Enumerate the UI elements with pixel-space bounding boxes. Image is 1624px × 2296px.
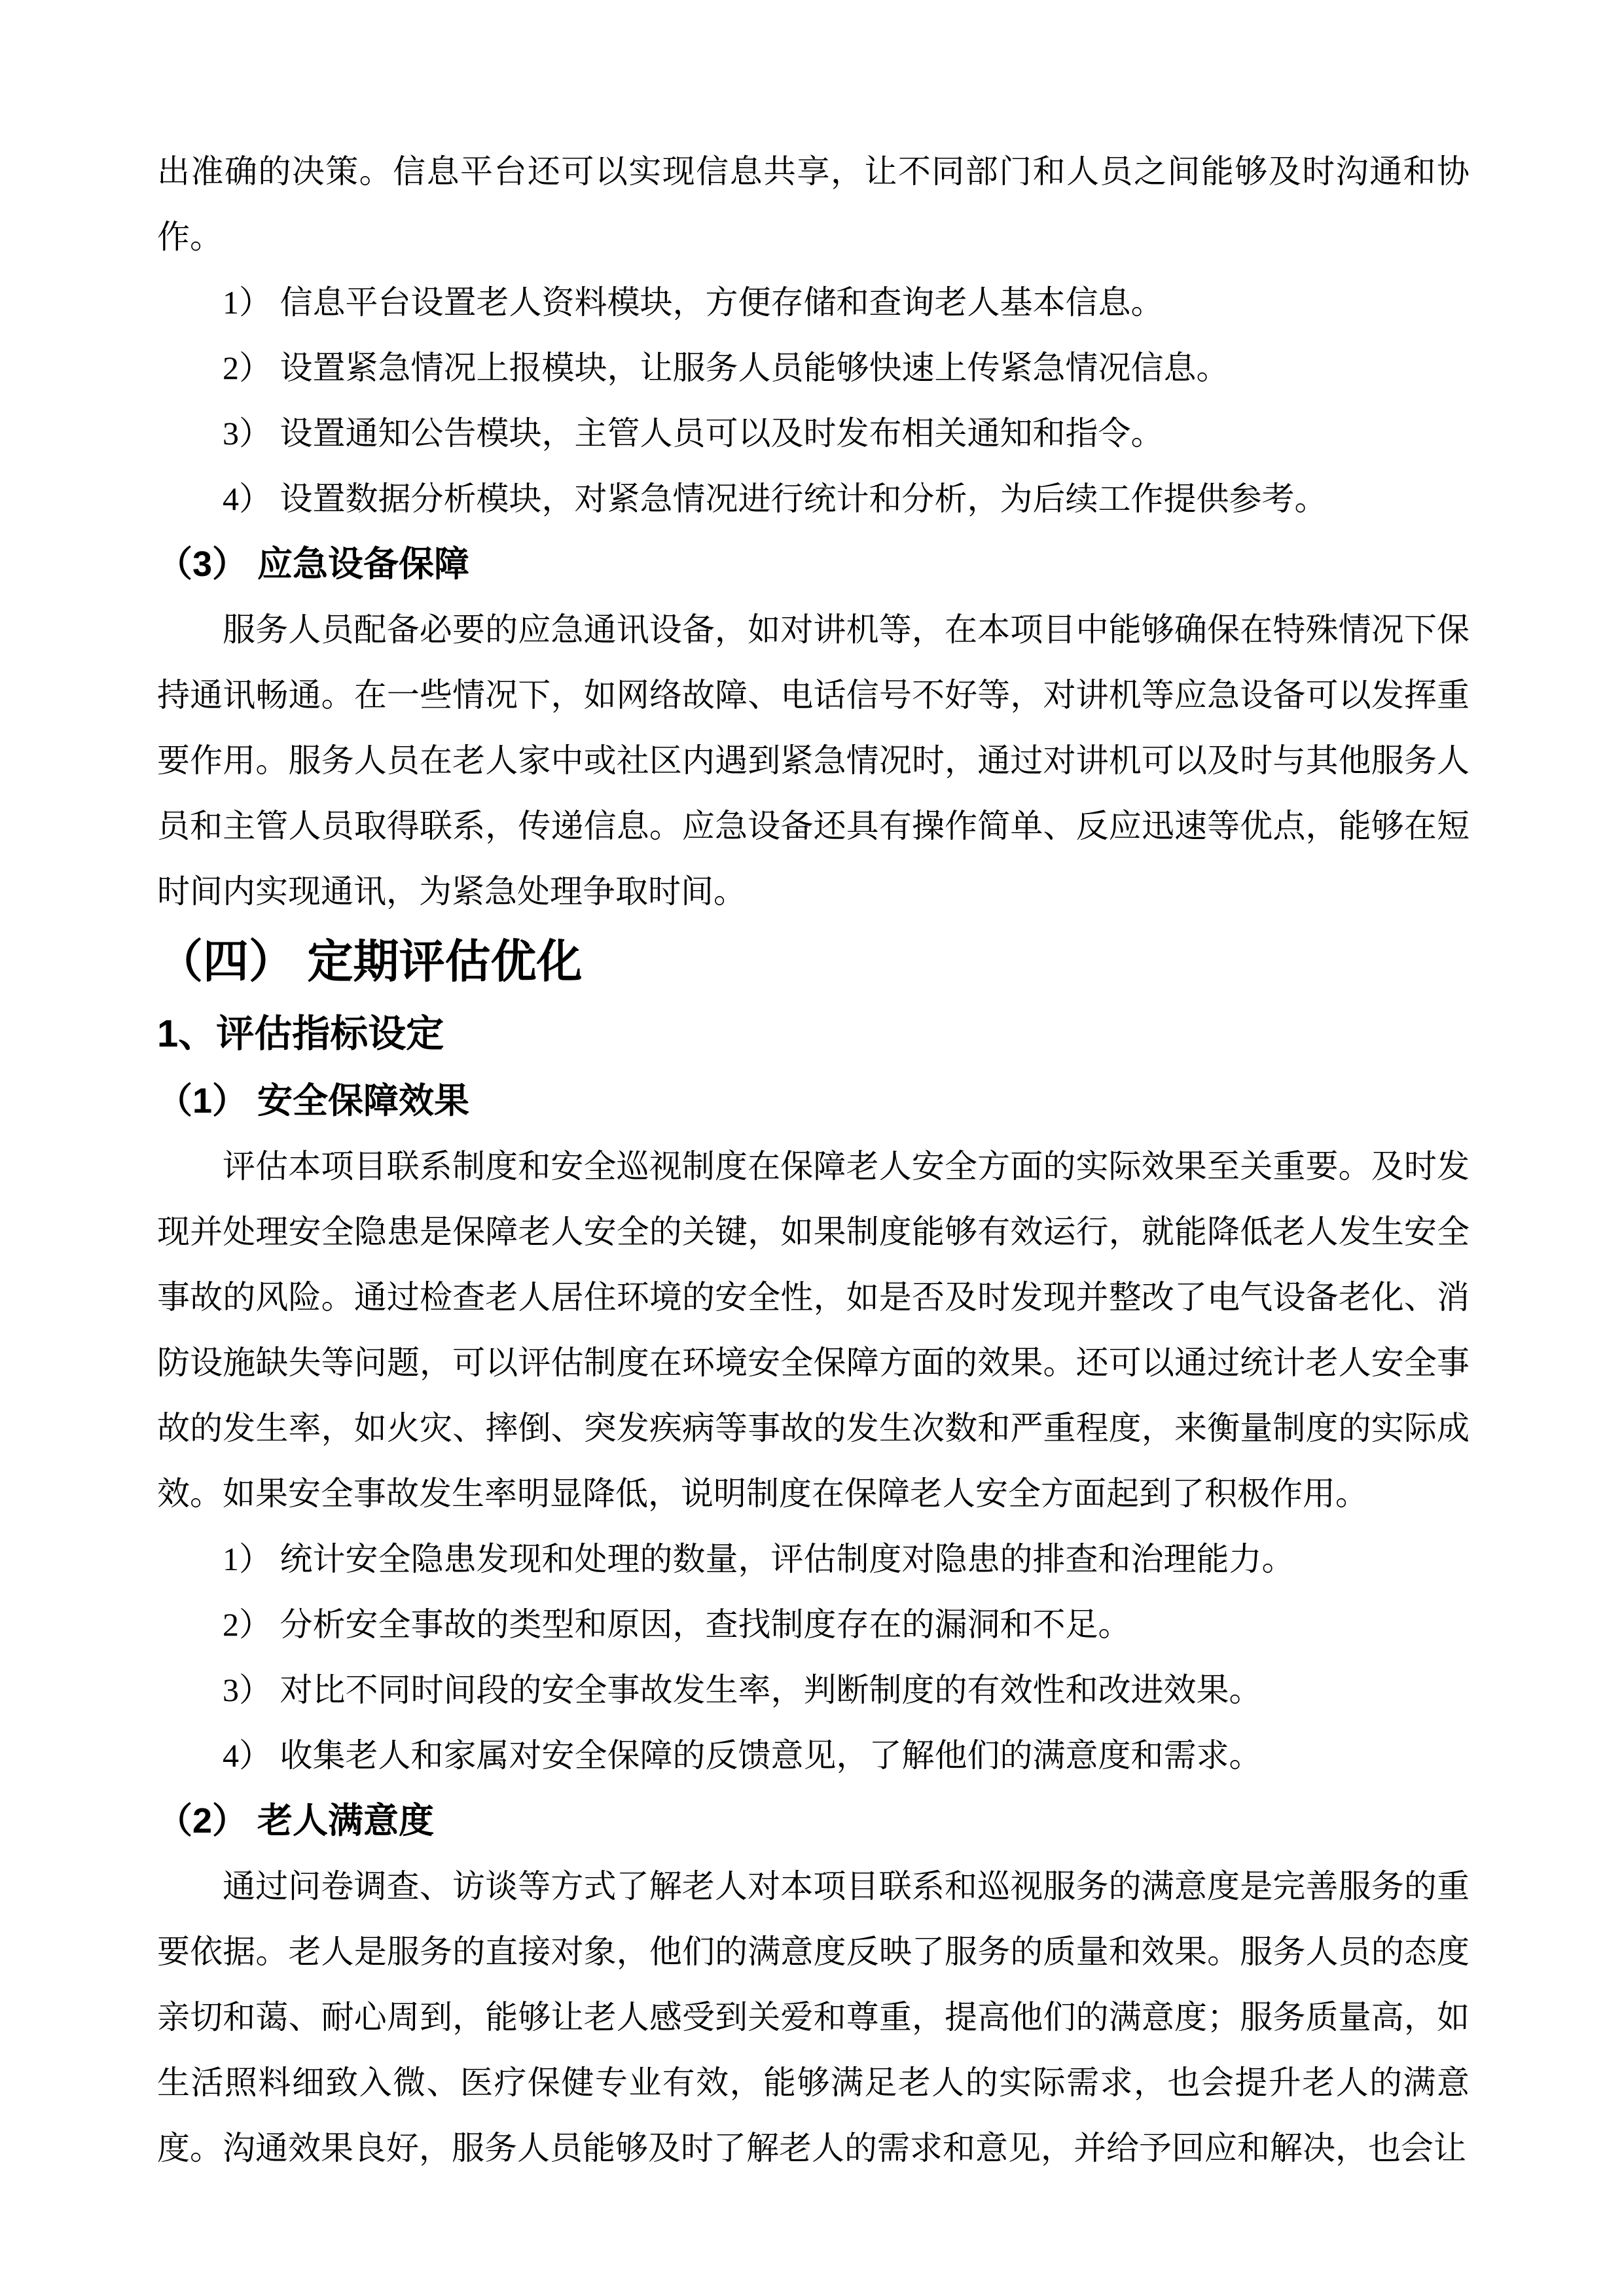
section-heading-level3: （1） 安全保障效果 bbox=[157, 1081, 470, 1121]
numbered-list-item: 1） 信息平台设置老人资料模块，方便存储和查询老人基本信息。 bbox=[223, 284, 1164, 321]
numbered-list-item: 2） 分析安全事故的类型和原因，查找制度存在的漏洞和不足。 bbox=[223, 1606, 1131, 1643]
numbered-list-item: 2） 设置紧急情况上报模块，让服务人员能够快速上传紧急情况信息。 bbox=[223, 350, 1229, 386]
section-heading-level3: （2） 老人满意度 bbox=[157, 1801, 435, 1840]
section-heading-level3: （3） 应急设备保障 bbox=[157, 545, 470, 584]
numbered-list-item: 4） 收集老人和家属对安全保障的反馈意见，了解他们的满意度和需求。 bbox=[223, 1737, 1262, 1774]
body-paragraph: 通过问卷调查、访谈等方式了解老人对本项目联系和巡视服务的满意度是完善服务的重要依据。老人是服务的直接对象，他们的满意度反映了服务的质量和效果。服务人员的态度亲切和蔼、耐心周到，能够让老人感受到关爱和尊重，提高他们的满意度；服务质量高，如生活照料细致入微、医疗保健专业有效，能够满足老人的实际需求，也会提升老人的满意度。沟通效果良好，服务人员能够及时了解老人的需求和意见，并给予回应和解决，也会让 bbox=[157, 1868, 1470, 2166]
body-paragraph-continuation: 出准确的决策。信息平台还可以实现信息共享，让不同部门和人员之间能够及时沟通和协作。 bbox=[157, 153, 1470, 255]
numbered-list-item: 4） 设置数据分析模块，对紧急情况进行统计和分析，为后续工作提供参考。 bbox=[223, 480, 1327, 517]
section-heading-level1: （四） 定期评估优化 bbox=[157, 936, 583, 987]
numbered-list-item: 1） 统计安全隐患发现和处理的数量，评估制度对隐患的排查和治理能力。 bbox=[223, 1541, 1295, 1577]
body-paragraph: 评估本项目联系制度和安全巡视制度在保障老人安全方面的实际效果至关重要。及时发现并处理安全隐患是保障老人安全的关键，如果制度能够有效运行，就能降低老人发生安全事故的风险。通过检查老人居住环境的安全性，如是否及时发现并整改了电气设备老化、消防设施缺失等问题，可以评估制度在环境安全保障方面的效果。还可以通过统计老人安全事故的发生率，如火灾、摔倒、突发疾病等事故的发生次数和严重程度，来衡量制度的实际成效。如果安全事故发生率明显降低，说明制度在保障老人安全方面起到了积极作用。 bbox=[157, 1148, 1470, 1512]
numbered-list-item: 3） 对比不同时间段的安全事故发生率，判断制度的有效性和改进效果。 bbox=[223, 1672, 1262, 1708]
numbered-list-item: 3） 设置通知公告模块，主管人员可以及时发布相关通知和指令。 bbox=[223, 415, 1164, 452]
section-heading-level2: 1、评估指标设定 bbox=[157, 1013, 444, 1055]
body-paragraph: 服务人员配备必要的应急通讯设备，如对讲机等，在本项目中能够确保在特殊情况下保持通讯畅通。在一些情况下，如网络故障、电话信号不好等，对讲机等应急设备可以发挥重要作用。服务人员在老人家中或社区内遇到紧急情况时，通过对讲机可以及时与其他服务人员和主管人员取得联系，传递信息。应急设备还具有操作简单、反应迅速等优点，能够在短时间内实现通讯，为紧急处理争取时间。 bbox=[157, 611, 1470, 910]
